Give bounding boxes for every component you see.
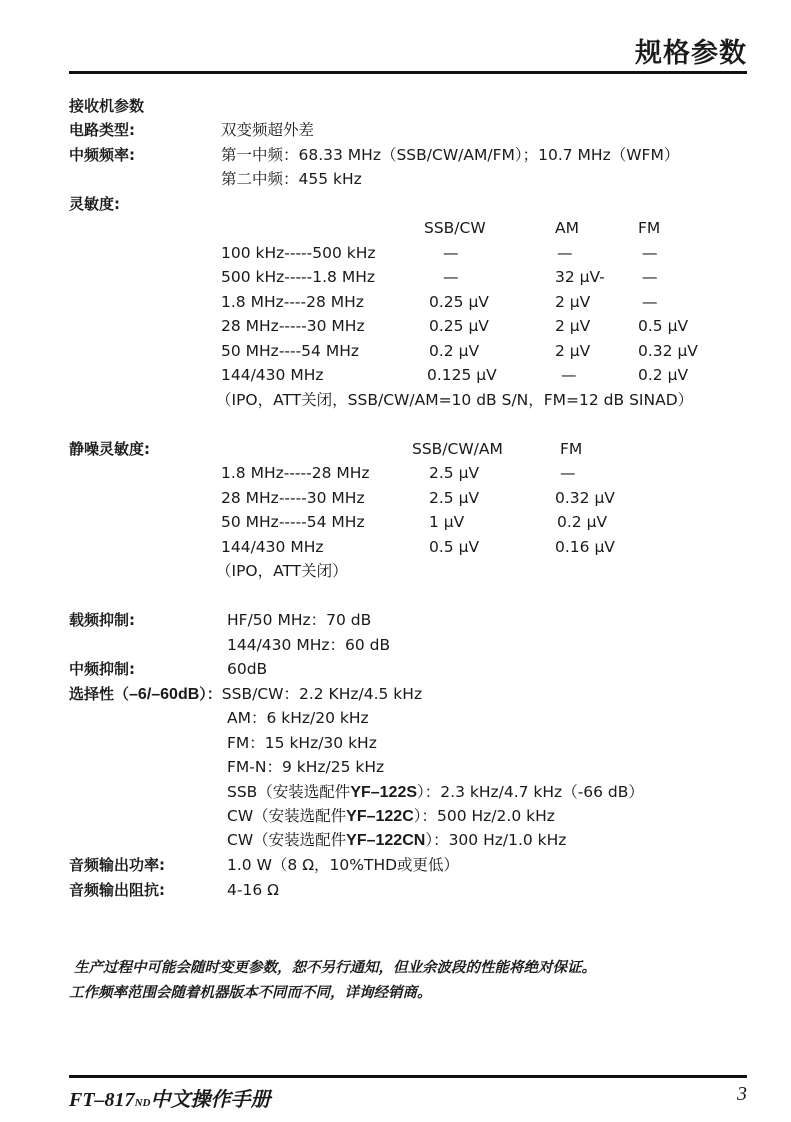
selectivity-fm: FM：15 kHz/30 kHz	[227, 734, 377, 752]
table-cell: 2 μV	[555, 293, 591, 311]
selectivity-line	[69, 684, 422, 705]
table-cell: —	[443, 244, 459, 262]
footer-model: FT–817	[69, 1089, 135, 1111]
audio-impedance-value: 4-16 Ω	[227, 881, 279, 899]
selectivity-label-part2: –6/–60dB	[129, 686, 200, 703]
if-frequency-value-2: 第二中频：455 kHz	[221, 170, 362, 188]
notice-line-1: 生产过程中可能会随时变更参数，恕不另行通知，但业余波段的性能将绝对保证。	[74, 960, 596, 976]
table-cell: 144/430 MHz	[221, 538, 324, 556]
squelch-sensitivity-label: 静噪灵敏度:	[69, 440, 150, 458]
option-prefix: CW（安装选配件	[227, 831, 347, 849]
table-cell: 50 MHz-----54 MHz	[221, 513, 365, 531]
table-cell: 0.25 μV	[429, 293, 489, 311]
selectivity-ssb-cw: SSB/CW：2.2 KHz/4.5 kHz	[221, 685, 423, 703]
option-suffix: ）：2.3 kHz/4.7 kHz（-66 dB）	[417, 783, 644, 801]
carrier-rejection-value-2: 144/430 MHz：60 dB	[227, 636, 391, 654]
table-cell: 2 μV	[555, 317, 591, 335]
table-cell: —	[642, 244, 658, 262]
if-rejection-label: 中频抑制:	[69, 660, 135, 678]
option-suffix: ）：500 Hz/2.0 kHz	[413, 807, 555, 825]
table-cell: 0.32 μV	[638, 342, 698, 360]
table-cell: 32 μV-	[555, 268, 605, 286]
circuit-type-label: 电路类型:	[69, 121, 135, 139]
table-cell: 28 MHz-----30 MHz	[221, 489, 365, 507]
table-cell: 0.2 μV	[429, 342, 480, 360]
sensitivity-header-fm: FM	[638, 219, 661, 237]
table-cell: —	[443, 268, 459, 286]
option-model: YF–122C	[346, 808, 414, 825]
table-cell: —	[557, 244, 573, 262]
table-cell: 0.5 μV	[429, 538, 480, 556]
section-title-receiver: 接收机参数	[69, 97, 145, 115]
table-cell: —	[561, 366, 577, 384]
selectivity-label-part3: ）：	[199, 685, 222, 703]
sensitivity-note: （IPO，ATT关闭，SSB/CW/AM=10 dB S/N，FM=12 dB SINAD）	[216, 391, 694, 409]
header-divider	[69, 71, 747, 74]
sensitivity-header-ssbcw: SSB/CW	[424, 219, 486, 237]
table-cell: 0.25 μV	[429, 317, 489, 335]
selectivity-am: AM：6 kHz/20 kHz	[227, 709, 369, 727]
audio-output-label: 音频输出功率:	[69, 856, 165, 874]
sensitivity-label: 灵敏度:	[69, 195, 120, 213]
audio-output-value: 1.0 W（8 Ω，10%THD或更低）	[227, 856, 460, 874]
table-cell: —	[642, 293, 658, 311]
footer-divider	[69, 1075, 747, 1078]
option-suffix: ）：300 Hz/1.0 kHz	[425, 831, 567, 849]
page-title: 规格参数	[635, 38, 747, 69]
footer-manual: 中文操作手册	[150, 1089, 271, 1111]
table-cell: 0.32 μV	[555, 489, 615, 507]
table-cell: 1 μV	[429, 513, 465, 531]
selectivity-fmn: FM-N：9 kHz/25 kHz	[227, 758, 385, 776]
table-cell: —	[560, 464, 576, 482]
carrier-rejection-value-1: HF/50 MHz：70 dB	[227, 611, 372, 629]
table-cell: 0.125 μV	[427, 366, 497, 384]
if-frequency-label: 中频频率:	[69, 146, 135, 164]
selectivity-label-part1: 选择性（	[69, 685, 130, 703]
option-model: YF–122CN	[346, 832, 426, 849]
table-cell: 0.2 μV	[638, 366, 689, 384]
table-cell: 28 MHz-----30 MHz	[221, 317, 365, 335]
option-prefix: CW（安装选配件	[227, 807, 347, 825]
selectivity-option-cwn	[227, 830, 566, 851]
squelch-note: （IPO，ATT关闭）	[216, 562, 348, 580]
squelch-header-ssbcwam: SSB/CW/AM	[412, 440, 503, 458]
table-cell: 2.5 μV	[429, 489, 480, 507]
squelch-header-fm: FM	[560, 440, 583, 458]
selectivity-option-ssb	[227, 782, 644, 803]
table-cell: 50 MHz----54 MHz	[221, 342, 360, 360]
if-frequency-value-1: 第一中频：68.33 MHz（SSB/CW/AM/FM）；10.7 MHz（WFM）	[221, 146, 680, 164]
option-prefix: SSB（安装选配件	[227, 783, 351, 801]
table-cell: 2 μV	[555, 342, 591, 360]
table-cell: 0.5 μV	[638, 317, 689, 335]
footer-manual-title	[69, 1083, 270, 1112]
table-cell: —	[642, 268, 658, 286]
selectivity-option-cw	[227, 806, 555, 827]
table-cell: 144/430 MHz	[221, 366, 324, 384]
table-cell: 2.5 μV	[429, 464, 480, 482]
table-cell: 100 kHz-----500 kHz	[221, 244, 376, 262]
page-number: 3	[737, 1083, 747, 1105]
footer-model-suffix: ND	[134, 1097, 151, 1109]
table-cell: 500 kHz-----1.8 MHz	[221, 268, 375, 286]
table-cell: 1.8 MHz-----28 MHz	[221, 464, 370, 482]
audio-impedance-label: 音频输出阻抗:	[69, 881, 165, 899]
if-rejection-value: 60dB	[227, 660, 268, 678]
table-cell: 0.2 μV	[557, 513, 608, 531]
table-cell: 0.16 μV	[555, 538, 615, 556]
carrier-rejection-label: 载频抑制:	[69, 611, 135, 629]
table-cell: 1.8 MHz----28 MHz	[221, 293, 364, 311]
notice-line-2: 工作频率范围会随着机器版本不同而不同，详询经销商。	[69, 985, 432, 1001]
circuit-type-value: 双变频超外差	[221, 121, 315, 139]
sensitivity-header-am: AM	[555, 219, 579, 237]
option-model: YF–122S	[350, 784, 418, 801]
